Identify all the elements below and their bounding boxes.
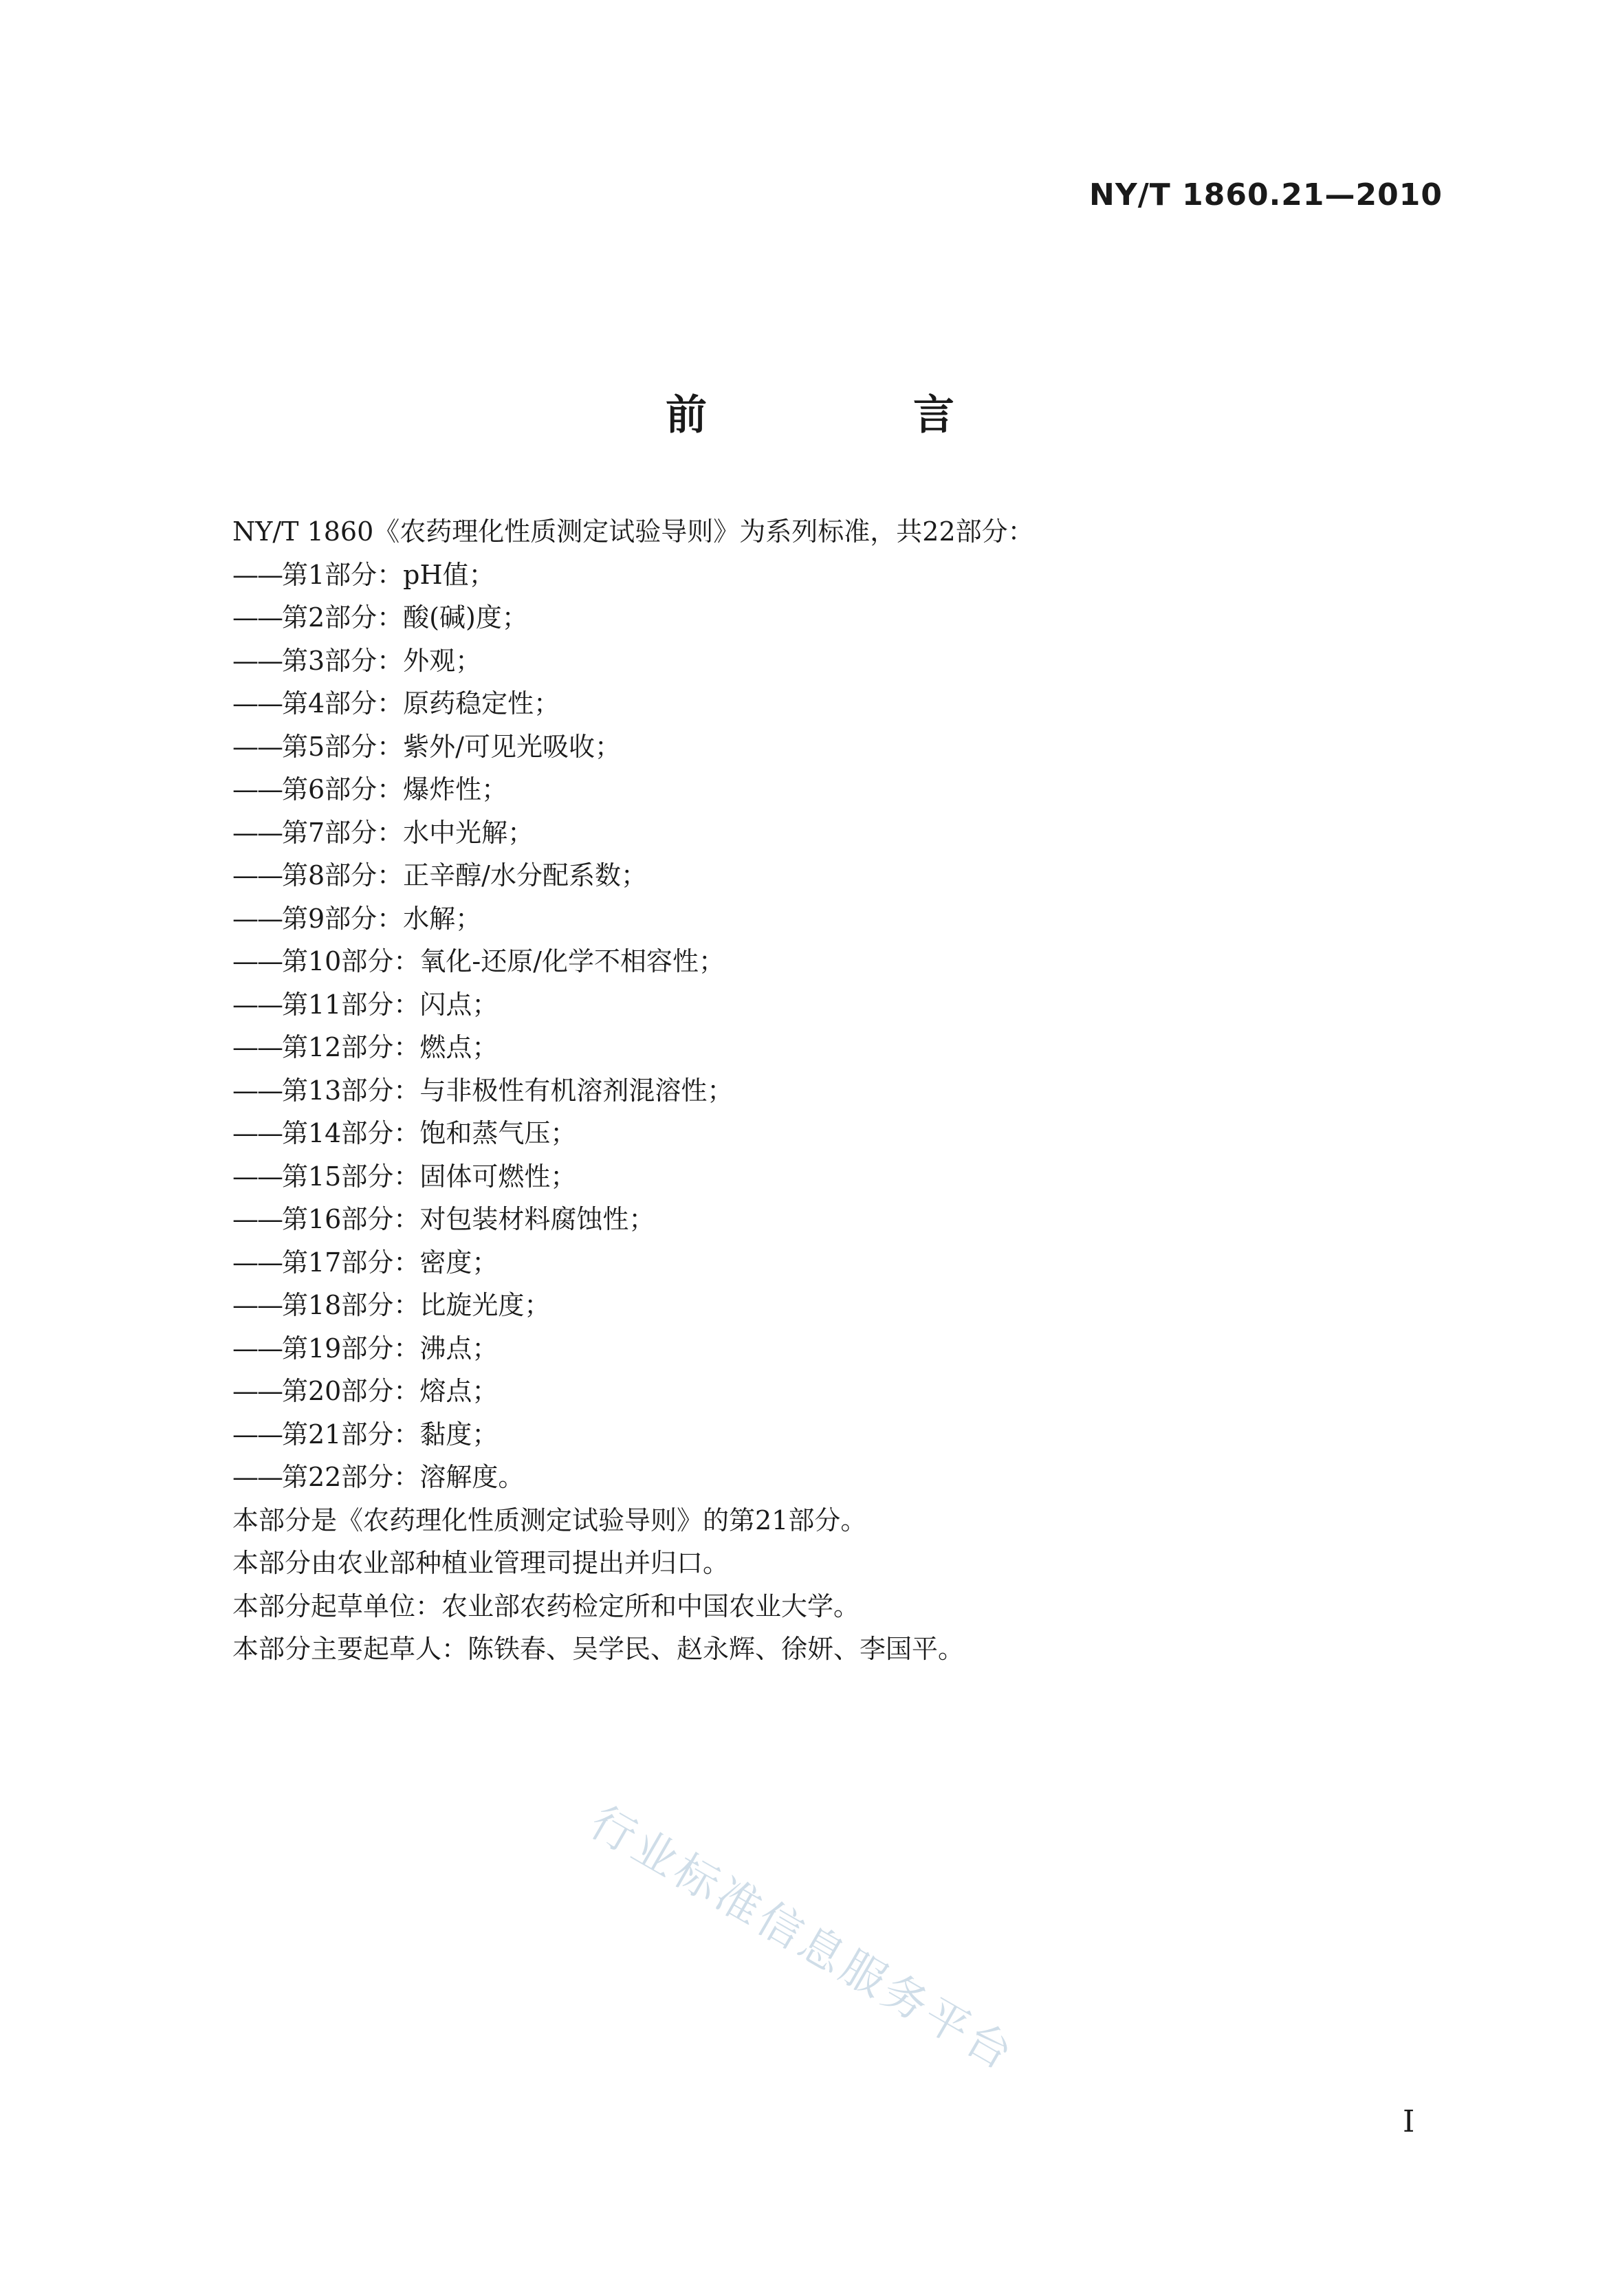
standard-number-header: NY/T 1860.21—2010 [1089, 177, 1443, 212]
list-item: ——第8部分：正辛醇/水分配系数； [232, 860, 647, 890]
list-item: ——第2部分：酸(碱)度； [232, 602, 528, 633]
list-item: ——第16部分：对包装材料腐蚀性； [232, 1204, 655, 1234]
parts-list [232, 554, 1443, 1499]
list-item: ——第7部分：水中光解； [232, 817, 534, 848]
list-item: ——第11部分：闪点； [232, 989, 499, 1020]
page-title: 前 言 [666, 391, 1037, 439]
list-item: ——第10部分：氧化-还原/化学不相容性； [232, 946, 725, 976]
list-item: ——第13部分：与非极性有机溶剂混溶性； [232, 1075, 734, 1106]
list-item: ——第9部分：水解； [232, 903, 482, 934]
list-item: ——第20部分：熔点； [232, 1376, 499, 1406]
document-body [232, 510, 1443, 1671]
list-item: ——第21部分：黏度； [232, 1419, 499, 1450]
statement-part-number: 本部分是《农药理化性质测定试验导则》的第21部分。 [232, 1505, 867, 1535]
statement-drafters: 本部分主要起草人：陈铁春、吴学民、赵永辉、徐妍、李国平。 [232, 1634, 965, 1664]
statement-proposer: 本部分由农业部种植业管理司提出并归口。 [232, 1548, 730, 1578]
statement-drafting-units: 本部分起草单位：农业部农药检定所和中国农业大学。 [232, 1590, 860, 1621]
intro-paragraph: NY/T 1860《农药理化性质测定试验导则》为系列标准，共22部分： [232, 516, 1034, 547]
list-item: ——第1部分：pH值； [232, 559, 495, 590]
watermark: 行业标准信息服务平台 [581, 1796, 1024, 2082]
list-item: ——第3部分：外观； [232, 645, 482, 676]
list-item: ——第12部分：燃点； [232, 1032, 499, 1062]
list-item: ——第17部分：密度； [232, 1247, 499, 1278]
list-item: ——第15部分：固体可燃性； [232, 1161, 577, 1192]
list-item: ——第6部分：爆炸性； [232, 774, 508, 805]
list-item: ——第5部分：紫外/可见光吸收； [232, 731, 621, 762]
list-item: ——第14部分：饱和蒸气压； [232, 1118, 577, 1148]
list-item: ——第18部分：比旋光度； [232, 1290, 551, 1320]
list-item: ——第19部分：沸点； [232, 1333, 499, 1364]
page-number: I [1403, 2104, 1415, 2139]
list-item: ——第4部分：原药稳定性； [232, 688, 560, 719]
list-item: ——第22部分：溶解度。 [232, 1462, 525, 1492]
